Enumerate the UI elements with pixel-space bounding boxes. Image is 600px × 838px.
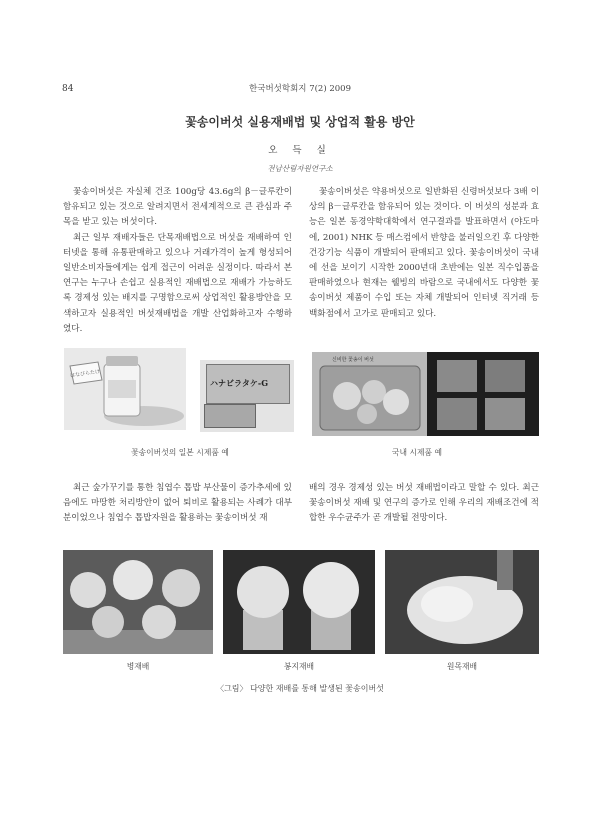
jar-illustration [64,348,186,430]
log-cultivation-photo [385,550,539,654]
paragraph: 꽃송이버섯은 약용버섯으로 일반화된 신령버섯보다 3배 이상의 β－글루칸을 함유되어 있는 것이다. 이 버섯의 성분과 효능은 일본 동경약학대학에서 연구결과를 발표하면서 (야도마에, 2001) NHK 등 매스컴에서 반향을 불러일으킨 후 다양한 건강기능 식품이 개발되어 판매되고 있다. 꽃송이버섯이 국내에 선을 보이기 시작한 2000년대 초반에는 일본 직수입품을 판매하였으나 현재는 웰빙의 바람으로 국내에서도 다양한 꽃송이버섯 제품이 수입 또는 자체 개발되어 인터넷 직거래 등 백화점에서 고가로 판매되고 있다. [309,187,539,319]
page-number: 84 [62,84,74,94]
journal-name: 한국버섯학회지 7(2) 2009 [249,84,351,94]
korean-product-packs-photo [427,352,539,436]
paragraph: 최근 숲가꾸기를 통한 침엽수 톱밥 부산물이 증가추세에 있음에도 마땅한 처리방안이 없어 퇴비로 활용되는 사례가 대부분이었으나 침엽수 톱밥자원을 활용하는 꽃송이버섯 재 [63,483,292,524]
figure-caption-korean-products: 국내 시제품 예 [391,448,443,457]
tray-label: 신비한 꽃송이 버섯 [332,357,374,363]
caption-bag-cultivation: 봉지재배 [283,662,315,671]
article-affiliation: 전남산림자원연구소 [267,164,333,173]
body-column-left-2 [63,481,292,527]
figure-caption: 〈그림〉 다양한 재배를 통해 발생된 꽃송이버섯 [216,684,384,693]
korean-product-tray-photo [312,352,428,436]
body-column-right [309,185,539,322]
japanese-product-box-photo [200,360,294,432]
packs-illustration [427,352,539,436]
figure-caption-japanese-products: 꽃송이버섯의 일본 시제품 예 [131,448,229,457]
bottle-cultivation-photo [63,550,213,654]
article-author: 오 득 실 [268,145,332,156]
body-column-right-2 [309,481,539,527]
paragraph: 꽃송이버섯은 자실체 건조 100g당 43.6g의 β－글루칸이 함유되고 있는 것으로 알려지면서 전세계적으로 큰 관심과 주목을 받고 있는 버섯이다. [63,187,292,228]
tray-illustration [312,352,428,436]
japanese-product-jar-photo [64,348,186,430]
jar-label: はなびらたけ [69,368,101,380]
caption-log-cultivation: 원목재배 [446,662,478,671]
bag-cultivation-photo [223,550,375,654]
article-title: 꽃송이버섯 실용재배법 및 상업적 활용 방안 [185,115,415,129]
body-column-left [63,185,292,337]
caption-bottle-cultivation: 병재배 [126,662,150,671]
box-label: ハナビラタケ-G [210,378,269,388]
paragraph: 최근 일부 재배자들은 단목재배법으로 버섯을 재배하여 인터넷을 통해 유통판매하고 있으나 거래가격이 높게 형성되어 일반소비자들에게는 쉽게 접근이 어려운 실정이다. 따라서 본 연구는 누구나 손쉽고 실용적인 재배법으로 재배가 가능하도록 경제성 있는 배지를 구명함으로써 상업적인 활용방안을 모색하고자 실용적인 버섯재배법을 개발 산업화하고자 수행하였다. [63,232,292,334]
bag-illustration [223,550,375,654]
paragraph: 배의 경우 경제성 있는 버섯 재배법이라고 말할 수 있다. 최근 꽃송이버섯 재배 및 연구의 증가로 인해 우리의 재배조건에 적합한 우수균주가 곧 개발될 전망이다. [309,483,539,524]
log-illustration [385,550,539,654]
bottle-illustration [63,550,213,654]
